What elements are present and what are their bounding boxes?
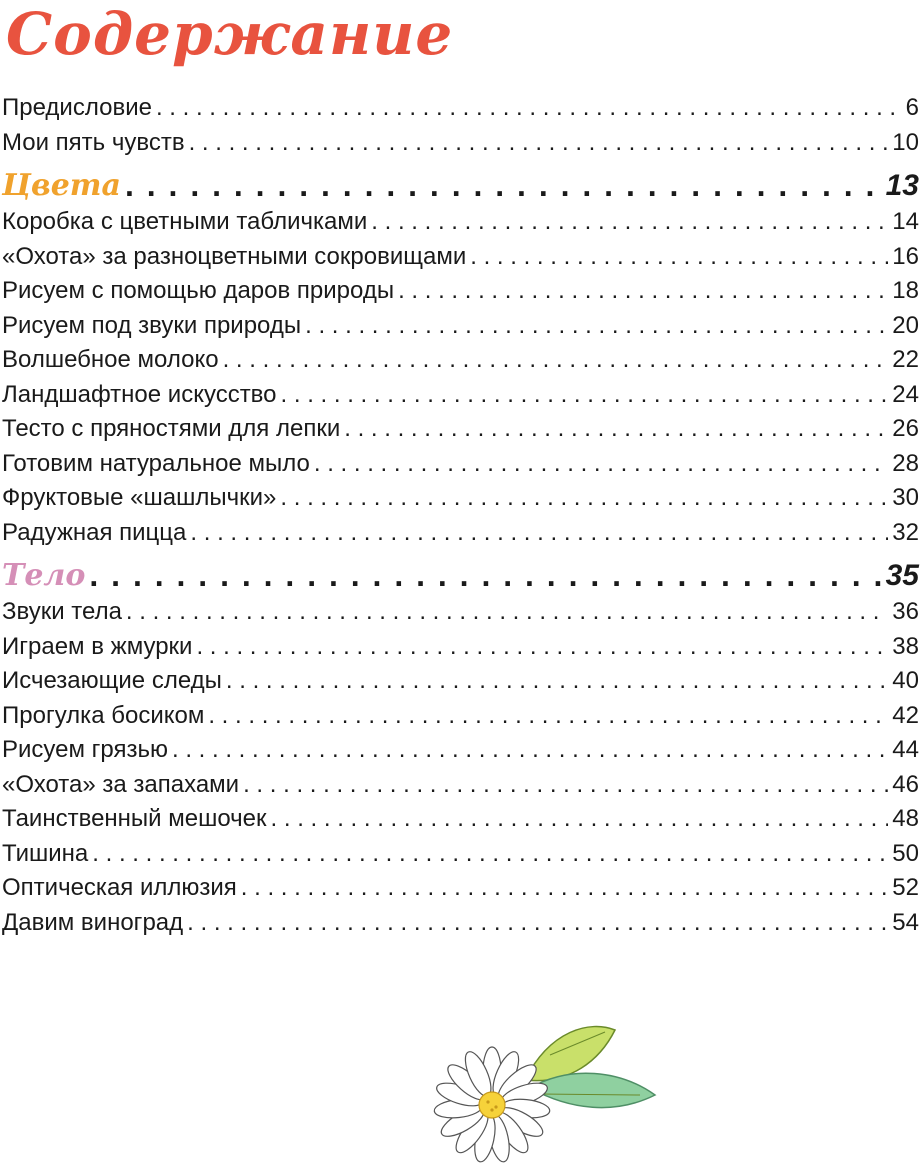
page-number: 20 xyxy=(892,311,919,339)
dot-leader xyxy=(125,167,882,204)
page-number: 35 xyxy=(885,558,919,592)
toc-entry xyxy=(2,129,919,164)
dot-leader xyxy=(208,702,888,730)
toc-entry xyxy=(2,519,919,554)
dot-leader xyxy=(187,909,888,937)
dot-leader xyxy=(189,129,889,157)
toc-entry xyxy=(2,736,919,771)
daisy-flower-icon xyxy=(430,1010,660,1170)
page-number: 18 xyxy=(892,277,919,304)
toc-section-heading xyxy=(2,553,919,598)
toc-entry xyxy=(2,598,919,633)
toc-entry xyxy=(2,667,919,702)
entry-title: Радужная пицца xyxy=(2,518,187,546)
dot-leader xyxy=(92,840,888,868)
dot-leader xyxy=(226,667,888,695)
page-number: 42 xyxy=(892,701,919,729)
entry-title: Коробка с цветными табличками xyxy=(2,208,368,235)
page-number: 52 xyxy=(892,874,919,901)
toc-entry xyxy=(2,633,919,668)
table-of-contents xyxy=(2,94,919,943)
page-number: 50 xyxy=(892,839,919,867)
page-number: 40 xyxy=(892,667,919,694)
toc-entry xyxy=(2,805,919,840)
page-number: 22 xyxy=(892,346,919,373)
dot-leader xyxy=(156,94,902,122)
page-number: 10 xyxy=(892,128,919,156)
toc-entry xyxy=(2,702,919,737)
entry-title: Рисуем грязью xyxy=(2,736,168,763)
toc-entry xyxy=(2,94,919,129)
page-number: 44 xyxy=(892,736,919,763)
dot-leader xyxy=(281,381,889,409)
dot-leader xyxy=(314,450,888,478)
dot-leader xyxy=(280,484,888,512)
entry-title: Давим виноград xyxy=(2,908,184,936)
page-number: 46 xyxy=(892,770,919,798)
page-number: 54 xyxy=(892,908,919,936)
dot-leader xyxy=(371,208,888,236)
toc-entry xyxy=(2,208,919,243)
dot-leader xyxy=(172,736,888,764)
entry-title: Прогулка босиком xyxy=(2,701,205,729)
entry-title: Играем в жмурки xyxy=(2,632,193,660)
toc-entry xyxy=(2,874,919,909)
dot-leader xyxy=(196,633,888,661)
entry-title: Волшебное молоко xyxy=(2,346,219,373)
entry-title: «Охота» за разноцветными сокровищами xyxy=(2,242,467,270)
toc-entry xyxy=(2,450,919,485)
toc-entry xyxy=(2,381,919,416)
page-number: 14 xyxy=(892,208,919,235)
page-number: 6 xyxy=(905,94,919,121)
toc-entry xyxy=(2,243,919,278)
dot-leader xyxy=(305,312,888,340)
entry-title: Рисуем с помощью даров природы xyxy=(2,277,395,304)
entry-title: Ландшафтное искусство xyxy=(2,380,277,408)
page-number: 48 xyxy=(892,805,919,832)
dot-leader xyxy=(241,874,889,902)
page-number: 24 xyxy=(892,380,919,408)
dot-leader xyxy=(126,598,888,626)
entry-title: «Охота» за запахами xyxy=(2,770,240,798)
dot-leader xyxy=(243,771,888,799)
page-number: 13 xyxy=(885,168,919,202)
entry-title: Мои пять чувств xyxy=(2,128,185,156)
entry-title: Тишина xyxy=(2,839,89,867)
entry-title: Фруктовые «шашлычки» xyxy=(2,484,277,511)
page-number: 26 xyxy=(892,415,919,442)
dot-leader xyxy=(398,277,888,305)
dot-leader xyxy=(271,805,889,833)
page-number: 38 xyxy=(892,632,919,660)
page-number: 32 xyxy=(892,518,919,546)
toc-entry xyxy=(2,771,919,806)
entry-title: Предисловие xyxy=(2,94,152,121)
entry-title: Тесто с пряностями для лепки xyxy=(2,415,341,442)
dot-leader xyxy=(344,415,888,443)
entry-title: Таинственный мешочек xyxy=(2,805,267,832)
dot-leader xyxy=(89,557,881,594)
page-number: 16 xyxy=(892,242,919,270)
toc-entry xyxy=(2,840,919,875)
entry-title: Исчезающие следы xyxy=(2,667,222,694)
toc-entry xyxy=(2,415,919,450)
dot-leader xyxy=(470,243,888,271)
toc-entry xyxy=(2,909,919,944)
toc-entry xyxy=(2,312,919,347)
entry-title: Звуки тела xyxy=(2,598,122,625)
entry-title: Рисуем под звуки природы xyxy=(2,311,302,339)
page-title: Содержание xyxy=(6,0,454,68)
entry-title: Готовим натуральное мыло xyxy=(2,449,310,477)
toc-entry xyxy=(2,277,919,312)
dot-leader xyxy=(223,346,889,374)
toc-entry xyxy=(2,484,919,519)
section-title: Тело xyxy=(2,558,86,593)
page-number: 28 xyxy=(892,449,919,477)
page-number: 36 xyxy=(892,598,919,625)
toc-entry xyxy=(2,346,919,381)
entry-title: Оптическая иллюзия xyxy=(2,874,237,901)
page-number: 30 xyxy=(892,484,919,511)
toc-section-heading xyxy=(2,163,919,208)
dot-leader xyxy=(190,519,888,547)
section-title: Цвета xyxy=(2,168,121,203)
